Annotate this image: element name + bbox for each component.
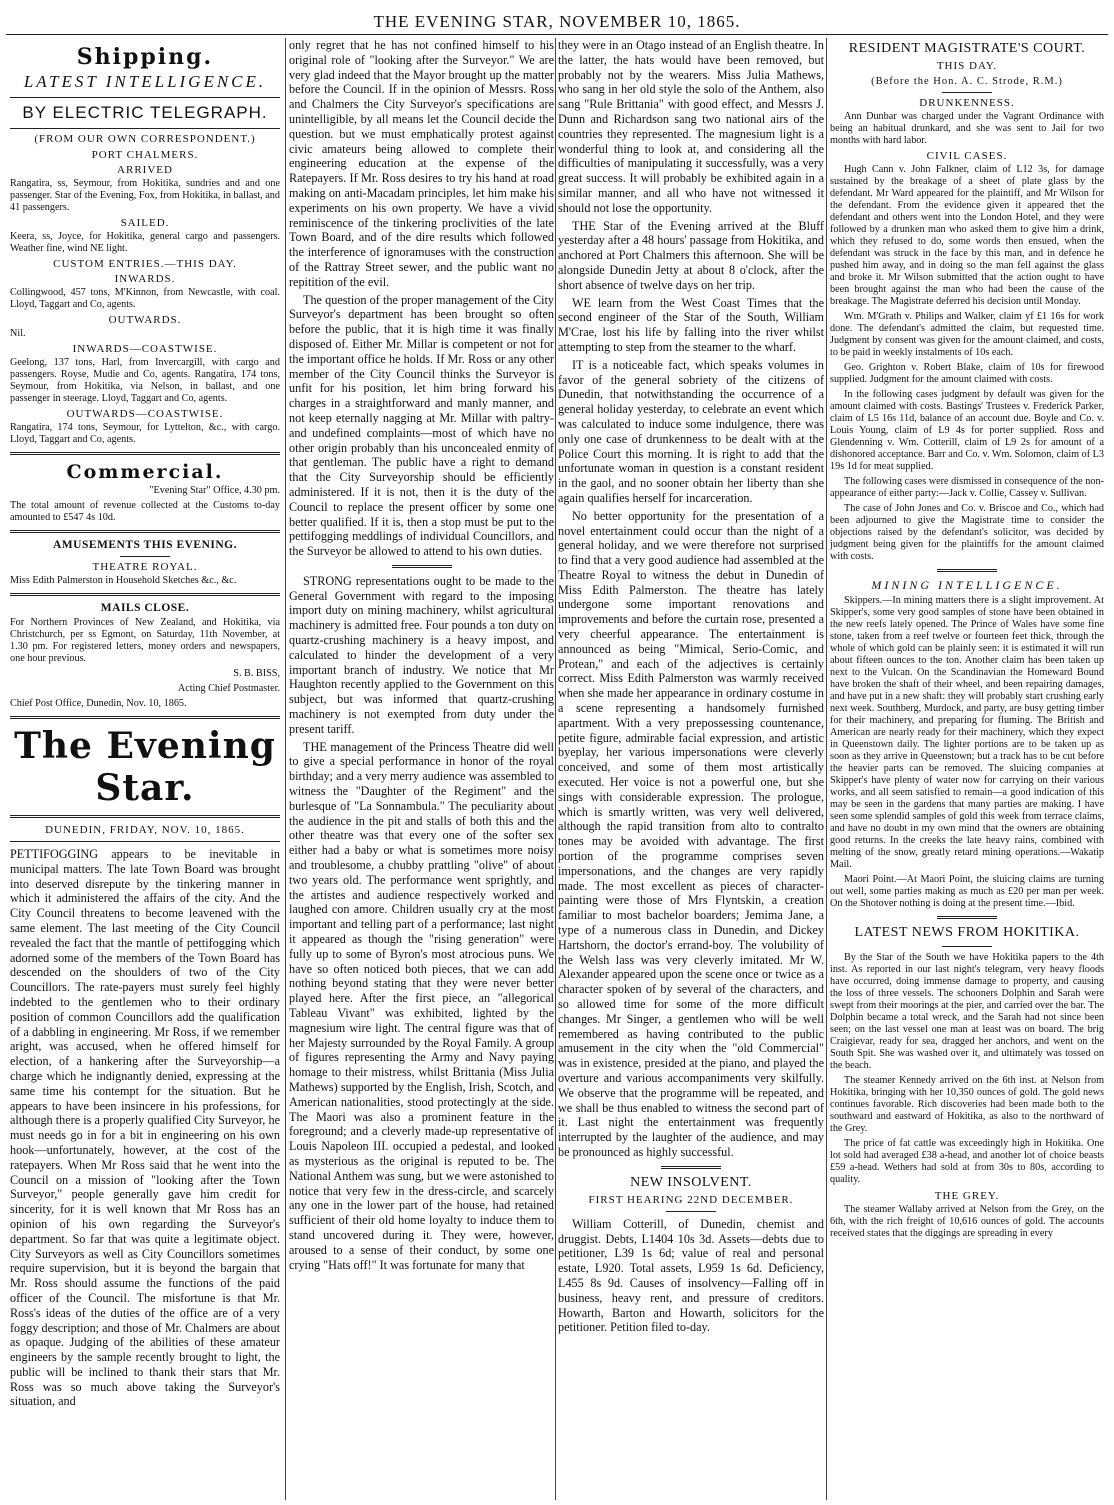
- signature-office: Chief Post Office, Dunedin, Nov. 10, 1865.: [10, 698, 187, 709]
- princess-theatre-paragraph: THE management of the Princess Theatre did well to give a special performance in honor of the royal birthday; and a very merry audience was assembled to witness the "Daughter of the Regiment" and the burlesque of "La Sonnambula." The peculiarity about the audience in the pit and stalls of both this and the other theatre was that every one of the softer sex either had a baby or what is sometimes more noisy and troublesome, a chubby prattling "olive" of about two years old. The performance went sprightly, and the artistes and audience respectively worked and laughed con amore. Children usually cry at the most important and telling part of a performance; last night it appeared as though the "rising generation" were fully up to some of Byron's most atrocious puns. We have so often noticed both pieces, that we can add nothing beyond stating that they were never better played here. After the first piece, an "allegorical Tableau Vivant" was exhibited, lighted by the magnesium wire light. The central figure was that of her Majesty surrounded by the Royal Family. A group of figures representing the Army and Navy paying homage to their mistress, whilst Brittania (Miss Julia Mathews) supported by the English, Irish, Scotch, and American nationalities, stood protectingly at the side. The Maori was also a prominent feature in the foreground; and a cleverly made-up representative of Louis Napoleon III. occupied a pedestal, and looked as mysterious as the original is reputed to be. The National Anthem was sung, but we were astonished to notice that very few in the dress-circle, and scarcely any one in the lower part of the house, had retained sufficient of their old home loyalty to induce them to stand uncovered during it. They were, however, aroused to a sense of their conduct, by some one crying "Hats off!" It was fortunate for many that: [289, 739, 554, 1272]
- divider: [10, 841, 280, 842]
- shipping-heading: Shipping.: [76, 44, 214, 70]
- outwards-coastwise-label: OUTWARDS—COASTWISE.: [66, 408, 224, 420]
- civil-case-1: Hugh Cann v. John Falkner, claim of L12 3s, for damage sustained by the breakage of a sheet of plate glass by the defendant. Mr Ward appeared for the plaintiff, and Mr Wilson for the defendant. From the evidence given it appeared thet the defendant and others went into the London Hotel, and they were followed by a drunken man who asked them to give him a drink, which they refused to do, some words then ensued, when the defendant was struck in the face by this man, and in defence he pushed him away, and in doing so the man fell against the glass and broke it. Mr Wilson submitted that the action ought to have been brought against the man who had been the cause of the breakage. The Magistrate deferred his decision until Monday.: [830, 164, 1104, 307]
- first-hearing-label: FIRST HEARING 22ND DECEMBER.: [588, 1193, 794, 1206]
- sailed-text: Keera, ss, Joyce, for Hokitika, general cargo and passengers. Weather fine, wind NE light.: [10, 231, 280, 254]
- divider: [10, 97, 280, 98]
- outwards-text: Nil.: [10, 328, 26, 339]
- divider: [10, 128, 280, 129]
- divider: [942, 946, 992, 947]
- mining-maori-point: Maori Point.—At Maori Point, the sluicing claims are turning out well, some parties making as much as £20 per man per week. On the Shotover nothing is doing at the present time.—Ibid.: [830, 874, 1104, 909]
- column-2: [289, 38, 554, 1500]
- civil-case-3: Geo. Grighton v. Robert Blake, claim of 10s for firewood supplied. Judgment for the amount claimed with costs.: [830, 362, 1104, 385]
- telegraph-heading: BY ELECTRIC TELEGRAPH.: [22, 103, 268, 122]
- surveyor-paragraph: The question of the proper management of the City Surveyor's department has been brought so often before the public, that it is high time it was finally disposed of. Either Mr. Millar is competent or not for the important office he holds. If Mr. Ross or any other member of the City Council thinks the Surveyor is unfit for his position, let him bring forward his charges in a straightforward and manly manner, and not keep eternally nagging at Mr. Millar with paltry- and undefined complaints—most of which have no other origin probably than his unconcealed enmity of that gentleman. The public have a right to demand that the City Surveyorship should be efficiently administered. If it is not, then it is the duty of the Council to replace the present officer by some one better qualified. If it is, then a stop must be put to the pettifogging meddlings of individual Councillors, and the Surveyor be allowed to attend to his own duties.: [289, 292, 554, 559]
- hokitika-heading: LATEST NEWS FROM HOKITIKA.: [854, 925, 1080, 940]
- inwards-label: INWARDS.: [114, 273, 176, 285]
- divider: [10, 716, 280, 719]
- divider: [942, 92, 992, 93]
- mining-heading: MINING INTELLIGENCE.: [871, 578, 1063, 592]
- hokitika-para-2: The steamer Kennedy arrived on the 6th inst. at Nelson from Hokitika, bringing with her 10,350 ounces of gold. The gold news continues favorable. Rich discoveries had been made both to the southward and eastward of Hokitika, as also to the northward of the Grey.: [830, 1075, 1104, 1134]
- divider: [661, 1166, 721, 1169]
- correspondent-note: (FROM OUR OWN CORRESPONDENT.): [34, 133, 256, 145]
- drunkenness-text: Ann Dunbar was charged under the Vagrant Ordinance with being an habitual drunkard, and she was sent to Jail for two months with hard labor.: [830, 111, 1104, 146]
- divider: [392, 565, 452, 568]
- divider: [937, 569, 997, 572]
- sailed-label: SAILED.: [120, 217, 170, 229]
- inwards-coastwise-text: Geelong, 137 tons, Harl, from Invercargill, with cargo and passengers. Royse, Mudie and Co, agents. Rangatira, 174 tons, Seymour, from Hokitika, via Nelson, in ballast, and one passenger in steerage. Lloyd, Taggart and Co, agents.: [10, 357, 280, 404]
- divider: [937, 916, 997, 919]
- civil-case-5: The following cases were dismissed in consequence of the non-appearance of either party:—Jack v. Collie, Cassey v. Sullivan.: [830, 476, 1104, 499]
- divider: [666, 1211, 716, 1212]
- engineer-paragraph: WE learn from the West Coast Times that the second engineer of the Star of the South, William M'Crae, lost his life by falling into the river whilst attempting to step from the steamer to the wharf.: [558, 295, 824, 354]
- column-divider: [285, 38, 286, 1500]
- arrived-label: ARRIVED: [117, 164, 173, 176]
- new-insolvent-heading: NEW INSOLVENT.: [630, 1174, 752, 1190]
- insolvent-text: William Cotterill, of Dunedin, chemist and druggist. Debts, L1404 10s 3d. Assets—debts due to petitioner, L39 1s 6d; value of real and personal estate, L920. Total assets, L959 1s 6d. Deficiency, L455 8s 9d. Causes of insolvency—Falling off in business, heavy rent, and pressure of creditors. Howarth, Barton and Howarth, solicitors for the petitioner. Petition filed to-day.: [558, 1216, 824, 1335]
- inwards-coastwise-label: INWARDS—COASTWISE.: [72, 343, 218, 355]
- mails-close-heading: MAILS CLOSE.: [100, 602, 190, 614]
- mining-skippers: Skippers.—In mining matters there is a slight improvement. At Skipper's, some very good samples of stone have been obtained in the new reefs lately opened. The Prince of Wales have some fine stone, taken from a reef twelve or fourteen feet thick, through the whole of which gold can be plainly seen: it is estimated it will run about fifteen ounces to the ton. Another claim has been taken up next to the Vulcan. On the Scandinavian the Homeward Bound have broken the shaft of their wheel, and been repairing damages, and have put in a new shaft: they will probably start crushing early next week. Southberg, Murdock, and party, are busy getting timber for their machinery, and preparing for fluming. The British and American are nearly ready for their machinery, which they expect in Queenstown daily. The lighter portions are to be taken up as soon as they arrive in Queenstown; but a track has to be cut before the heavier parts can be removed. The sluicing companies at Skipper's have plenty of water now for carrying on their various works, and all seem satisfied to remain—a good indication of this may be seen in the gardens that many parties are making. I have seen some splendid samples of gold this week from terrace claims, and have no doubt in my own mind that the owners are obtaining good returns. In the creeks the late heavy rains, combined with melting of the snow, greatly retard mining operations.—Wakatip Mail.: [830, 595, 1104, 870]
- mails-text: For Northern Provinces of New Zealand, and Hokitika, via Christchurch, per ss Egmont, on Saturday, 11th November, at 1.30 pm. For registered letters, money orders and newspapers, one hour previous.: [10, 617, 280, 664]
- this-day-label: THIS DAY.: [936, 60, 998, 72]
- dateline: DUNEDIN, FRIDAY, NOV. 10, 1865.: [45, 824, 245, 836]
- before-label: (Before the Hon. A. C. Strode, R.M.): [871, 76, 1063, 87]
- amusements-heading: AMUSEMENTS THIS EVENING.: [52, 539, 237, 551]
- hokitika-para-3: The price of fat cattle was exceedingly high in Hokitika. One lot sold had averaged £38 a-head, and another lot of choice beasts £59 a-head. Wethers had sold at from 30s to 80s, according to quality.: [830, 1138, 1104, 1185]
- mining-duty-paragraph: STRONG representations ought to be made to the General Government with regard to the imposing import duty on mining machinery, whilst agricultural machinery is admitted free. Four pounds a ton duty on quartz-crushing machinery is a heavy impost, and calculated to hinder the development of a very important branch of industry. We notice that Mr Haughton recently applied to the Government on this subject, but was informed that quartz-crushing machinery is not exempted from duty under the present tariff.: [289, 573, 554, 736]
- editorial-article: PETTIFOGGING appears to be inevitable in municipal matters. The late Town Board was brought into deserved disrepute by the tinkering manner in which it administered the affairs of the city. And the City Council threatens to become leavened with the same element. The last meeting of the City Council revealed the fact that the mantle of pettifogging which adorned some of the members of the Town Board has descended on the shoulders of two of the City Councillors. The rate-payers must surely feel highly indebted to the gentlemen who to their ordinary position of common Councillors add the qualification of a dabbling in engineering. Mr Ross, if we remember aright, was accused, when he offered himself for election, of a hankering after the Surveyorship—a charge which he indignantly denied, expressing at the same time his contempt for the situation. But he appears to have been insincere in his professions, for although there is a properly qualified City Surveyor, he must needs go in for a bit in engineering on his own hook—unfortunately, however, at the cost of the ratepayers. When Mr Ross said that he went into the Council on a mission of "looking after the Town Surveyor," people generally gave him credit for sincerity, for it is well known that Mr Ross has an opinion of his own regarding the Surveyor's department. So far that was quite a legitimate object. City Surveyors as well as City Councillors sometimes require supervision, but it is beyond the bargain that Mr. Ross should assume the functions of the paid officer of the Council. The misfortune is that Mr. Ross's ideas of the duties of the office are of a very foggy description; and those of Mr. Chalmers are about as opaque. Judging of the abilities of these amateur engineers by the sample recently brought to light, the public will be inclined to thank their stars that Mr. Ross was so much above taking the Surveyor's situation, and: [10, 847, 280, 1409]
- latest-intelligence-heading: LATEST INTELLIGENCE.: [23, 72, 267, 91]
- civil-case-2: Wm. M'Grath v. Philips and Walker, claim yf £1 16s for work done. The defendant's admitted the claim, but requested time. Judgment by consent was given for the amount claimed, and costs, to be paid in weekly instalments of 10s each.: [830, 311, 1104, 358]
- outwards-label: OUTWARDS.: [108, 314, 182, 326]
- commercial-office: "Evening Star" Office, 4.30 pm.: [149, 485, 280, 496]
- civil-cases-label: CIVIL CASES.: [926, 150, 1008, 162]
- divider: [10, 530, 280, 533]
- divider: [10, 452, 280, 455]
- commercial-text: The total amount of revenue collected at the Customs to-day amounted to £547 4s 10d.: [10, 500, 280, 523]
- grey-heading: THE GREY.: [934, 1190, 1000, 1202]
- signature-title: Acting Chief Postmaster.: [177, 683, 280, 694]
- signature-name: S. B. BISS,: [233, 668, 280, 679]
- column-1: [10, 38, 280, 1500]
- civil-case-4: In the following cases judgment by default was given for the amount claimed with costs. Bastings' Trustees v. Frederick Parker, claim of L5 16s 11d, balance of an account due. Boyle and Co. v. Louis Young, claim of L9 4s for porter supplied. Ross and Glendenning v. Wm. Cotterill, claim of L9 2s for amount of a dishonored acceptance. Barr and Co. v. Wm. Solomon, claim of L3 19s 1d for meat supplied.: [830, 389, 1104, 472]
- divider: [120, 556, 170, 557]
- theatre-text: Miss Edith Palmerston in Household Sketches &c., &c.: [10, 575, 237, 586]
- inwards-text: Collingwood, 457 tons, M'Kinnon, from Newcastle, with coal. Lloyd, Taggart and Co, agents.: [10, 287, 280, 310]
- masthead-rule: [6, 34, 1108, 35]
- column-3: [558, 38, 824, 1500]
- drunkenness-label: DRUNKENNESS.: [919, 97, 1015, 109]
- outwards-coastwise-text: Rangatira, 174 tons, Seymour, for Lyttelton, &c., with cargo. Lloyd, Taggart and Co, agents.: [10, 422, 280, 445]
- custom-entries-label: CUSTOM ENTRIES.—THIS DAY.: [53, 258, 237, 270]
- sobriety-paragraph: IT is a noticeable fact, which speaks volumes in favor of the general sobriety of the citizens of Dunedin, that notwithstanding the occurrence of a general holiday yesterday, to celebrate an event which was calculated to induce some indulgence, there was only one case of drunkenness to be dealt with at the Police Court this morning. It is right to add that the unfortunate woman in question is a constant resident in the gaol, and no sooner obtain her liberty than she again qualifies herself for incarceration.: [558, 357, 824, 505]
- hokitika-para-1: By the Star of the South we have Hokitika papers to the 4th inst. As reported in our last night's telegram, very heavy floods have occurred, doing immense damage to property, and causing the loss of three vessels. The schooners Dolphin and Sarah were swept from their moorings at the pier, and carried over the bar. The Dolphin became a total wreck, and the Sarah had not since been seen; on the last vessel one man at least was on board. The brig Craigievar, ready for sea, dragged her anchors, and went on the South Spit. She was washed over it, and ultimately was tossed on the beach.: [830, 952, 1104, 1071]
- arrived-text: Rangatira, ss, Seymour, from Hokitika, sundries and and one passenger. Star of the Evening, Fox, from Hokitika, in ballast, and 41 passengers.: [10, 178, 280, 213]
- column-divider: [555, 38, 556, 1500]
- port-chalmers-heading: PORT CHALMERS.: [91, 149, 199, 161]
- column-divider: [826, 38, 827, 1500]
- masthead: THE EVENING STAR, NOVEMBER 10, 1865.: [373, 12, 741, 31]
- theatre-continued: they were in an Otago instead of an English theatre. In the latter, the hats would have been removed, but probably not by the wearers. Miss Julia Mathews, who sang in her old style the solo of the Anthem, also sang "Rule Brittania" with good effect, and Messrs J. Dunn and Richardson sang two national airs of the countries they represented. The magnesium light is a wonderful thing to look at, and considering all the difficulties of manipulating it successfully, was a very great success. It will probably be exhibited again in a similar manner, and all who have not witnessed it should not lose the opportunity.: [558, 38, 824, 215]
- star-of-evening-paragraph: THE Star of the Evening arrived at the Bluff yesterday after a 48 hours' passage from Hokitika, and anchored at Port Chalmers this afternoon. She will be alongside Dunedin Jetty at about 8 o'clock, after the short absence of twelve days on her trip.: [558, 218, 824, 292]
- divider: [10, 593, 280, 596]
- column-4: [830, 38, 1104, 1500]
- paper-title: The Evening Star.: [14, 725, 276, 809]
- commercial-heading: Commercial.: [66, 461, 224, 483]
- editorial-continued: only regret that he has not confined himself to his original role of "looking after the Surveyor." We are very glad indeed that the Mayor brought up the matter before the Council. If in the opinion of Messrs. Ross and Chalmers the City Surveyor's specifications are unintelligible, by all means let the Council decide the question. but we must emphatically protest against civic amateurs being allowed to complete their engineering education at the expense of the Ratepayers. If Mr. Ross desires to try his hand at road making on anti-Macadam principles, let him make his experiments on his own property. We have a vivid reminiscence of the tinkering proclivities of the late Town Board, and of the dire results which followed the interference of ignoramuses with the construction of the Rattray Street sewer, and the public want no repitition of the evil.: [289, 38, 554, 289]
- grey-text: The steamer Wallaby arrived at Nelson from the Grey, on the 6th, with the rich freight of 10,616 ounces of gold. The accounts received states that the diggings are spreading in every: [830, 1204, 1104, 1239]
- civil-case-6: The case of John Jones and Co. v. Briscoe and Co., which had been adjourned to give the Magistrate time to consider the objections raised by the defendant's solicitor, was decided by judgment being given for the plaintiffs for the amount claimed with costs.: [830, 503, 1104, 562]
- divider: [10, 815, 280, 818]
- theatre-royal-label: THEATRE ROYAL.: [92, 561, 198, 573]
- court-heading: RESIDENT MAGISTRATE'S COURT.: [848, 41, 1086, 56]
- palmerston-paragraph: No better opportunity for the presentation of a novel entertainment could occur than the night of a general holiday, and we were therefore not surprised to find that a very good audience had assembled at the Theatre Royal to witness the debut in Dunedin of Miss Edith Palmerston. The theatre has lately undergone some important renovations and improvements and before the curtain rose, presented a very cheerful appearance. The entertainment is announced as being "Mimical, Serio-Comic, and Protean," and each of the adjectives is certainly correct. Miss Edith Palmerston was warmly received when she made her appearance in ordinary costume in a scene representing a handsomely furnished apartment. With a very prepossessing countenance, petite figure, admirable facial expression, and artistic byeplay, her various impersonations were cleverly conceived, and some of them most artistically executed. Her voice is not a powerful one, but she sings with considerable expression. The prologue, which is smartly written, was very well delivered, although the rapid transition from alto to contralto tones may be avoided with advantage. The first portion of the programme comprises seven impersonations, and the changes are very rapidly made. The most excellent as pieces of character-painting were those of Mrs Flyntskin, a creation familiar to most bachelor boarders; Jemima Jane, a type of a numerous class in Dunedin, and Dickey Hartshorn, the doctor's errand-boy. The volubility of the Welsh lass was very cleverly imitated. Mr W. Alexander appeared upon the scene once or twice as a character spoken of by several of the characters, and so allowed time for some of the more difficult changes. Mr Singer, a gentlemen who will be well remembered as having contributed to the public amusement in the city when the "old Commercial" was in existence, presided at the piano, and played the overture and various accompaniments very skilfully. We observe that the programme will be repeated, and we shall be thus enabled to witness the second part of it. Last night the entertainment was frequently interrupted by the laughter of the audience, and may be pronounced as highly successful.: [558, 508, 824, 1159]
